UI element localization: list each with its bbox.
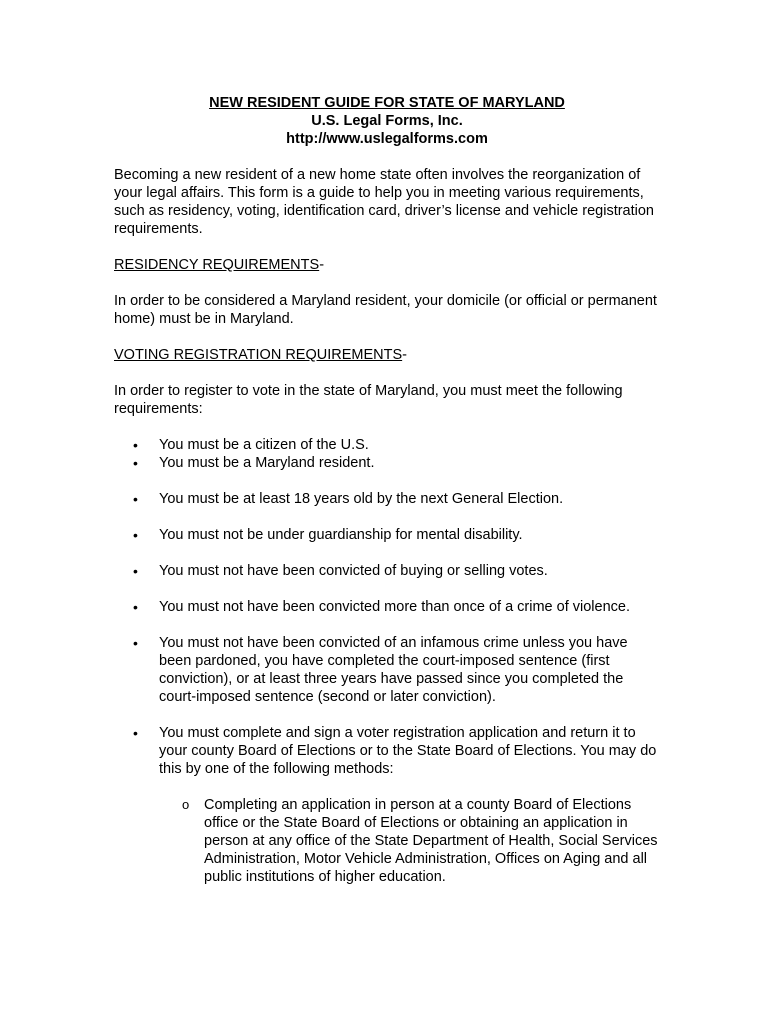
residency-heading-suffix: -: [319, 257, 325, 273]
intro-paragraph: Becoming a new resident of a new home state often involves the reorganization of your legal affairs. This form is a guide to help you in meeting various requirements, such as residency, voting, identification card, driver’s license and vehicle registration requirements.: [114, 167, 654, 237]
list-item: • You must complete and sign a voter registration application and return it to your county Board of Elections or to the State Board of Elections. You may do this by one of the following methods:: [133, 725, 657, 777]
list-item: o Completing an application in person at a county Board of Elections office or the State Board of Elections or obtaining an application in person at any office of the State Department of Health, Social Services Administration, Motor Vehicle Administration, Offices on Aging and all public institutions of higher education.: [182, 797, 658, 885]
list-item: • You must be a citizen of the U.S.: [133, 437, 369, 453]
list-item: • You must not have been convicted more than once of a crime of violence.: [133, 599, 630, 615]
list-item: • You must be at least 18 years old by the next General Election.: [133, 491, 564, 507]
residency-paragraph: In order to be considered a Maryland resident, your domicile (or official or permanent home) must be in Maryland.: [114, 293, 657, 327]
bullet-icon: •: [133, 725, 138, 741]
voting-intro-paragraph: In order to register to vote in the state of Maryland, you must meet the following requirements:: [114, 383, 623, 417]
list-item: • You must be a Maryland resident.: [133, 455, 375, 471]
document-page: [114, 94, 659, 886]
residency-heading: [114, 256, 659, 274]
voting-heading-suffix: -: [402, 347, 407, 363]
registration-methods-list: [114, 796, 659, 886]
bullet-icon: •: [133, 491, 138, 507]
bullet-icon: •: [133, 635, 138, 651]
document-title: NEW RESIDENT GUIDE FOR STATE OF MARYLAND: [209, 95, 565, 111]
bullet-icon: •: [133, 437, 138, 453]
voting-heading: [114, 346, 659, 364]
circle-bullet-icon: o: [182, 797, 190, 812]
voting-heading-text: VOTING REGISTRATION REQUIREMENTS: [114, 347, 403, 363]
bullet-icon: •: [133, 527, 138, 543]
document-header: [108, 94, 666, 148]
list-item: • You must not be under guardianship for mental disability.: [133, 527, 523, 543]
residency-heading-text: RESIDENCY REQUIREMENTS: [114, 257, 320, 273]
bullet-icon: •: [133, 563, 138, 579]
list-item: • You must not have been convicted of an infamous crime unless you have been pardoned, you have completed the court-imposed sentence (first conviction), or at least three years have passed since you completed the court-imposed sentence (second or later conviction).: [133, 635, 628, 705]
company-url: http://www.uslegalforms.com: [286, 131, 488, 147]
bullet-icon: •: [133, 455, 138, 471]
voting-requirements-list: [114, 436, 659, 778]
list-item: • You must not have been convicted of buying or selling votes.: [133, 563, 548, 579]
company-name: U.S. Legal Forms, Inc.: [311, 113, 463, 129]
bullet-icon: •: [133, 599, 138, 615]
